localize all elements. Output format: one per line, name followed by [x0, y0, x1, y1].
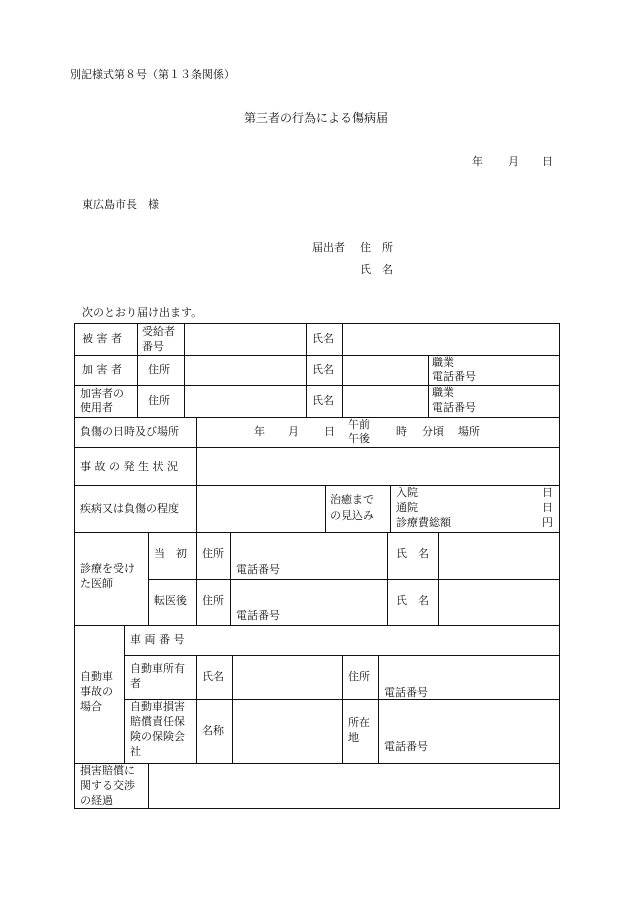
reporter-label: 届出者 — [312, 241, 345, 254]
insurer-phone-label: 電話番号 — [384, 740, 428, 753]
injury-minute-label: 分頃 — [422, 425, 444, 438]
victim-label: 被 害 者 — [82, 332, 122, 345]
injury-month-label: 月 — [288, 425, 299, 438]
negotiation-label-2: 関する交渉 — [80, 779, 135, 792]
recovery-estimate-label-2: の見込み — [330, 509, 374, 522]
perpetrator-address-label: 住所 — [148, 363, 170, 376]
employer-name-label: 氏名 — [312, 394, 334, 407]
date-year-label: 年 — [472, 155, 483, 168]
insurer-label-3: 険の保険会 — [130, 730, 185, 743]
vehicle-owner-name-label: 氏名 — [202, 670, 224, 683]
initial-doctor-label: 当 初 — [154, 547, 187, 560]
outpatient-label: 通院 — [396, 501, 418, 514]
total-cost-yen-unit: 円 — [542, 516, 553, 529]
injury-datetime-label: 負傷の日時及び場所 — [80, 425, 179, 438]
injury-am-label: 午前 — [348, 418, 370, 431]
vehicle-accident-label-1: 自動車 — [80, 670, 113, 683]
form-title: 第三者の行為による傷病届 — [244, 111, 389, 125]
vehicle-accident-label-3: 場合 — [80, 700, 102, 713]
employer-address-label: 住所 — [148, 394, 170, 407]
employer-phone-label: 電話番号 — [432, 401, 476, 414]
date-month-label: 月 — [508, 155, 519, 168]
insurer-location-label-1: 所在 — [348, 716, 370, 729]
transfer-doctor-address-label: 住所 — [202, 594, 224, 607]
injury-place-label: 場所 — [458, 425, 480, 438]
inpatient-label: 入院 — [396, 486, 418, 499]
inpatient-days-unit: 日 — [542, 486, 553, 499]
outpatient-days-unit: 日 — [542, 501, 553, 514]
injury-hour-label: 時 — [396, 425, 407, 438]
disease-degree-label: 疾病又は負傷の程度 — [80, 502, 179, 515]
reporter-address-label: 住 所 — [360, 241, 393, 254]
injury-pm-label: 午後 — [348, 432, 370, 445]
addressee: 東広島市長 様 — [82, 198, 159, 211]
employer-occupation-label: 職業 — [432, 386, 454, 399]
perpetrator-label: 加 害 者 — [82, 363, 122, 376]
transfer-doctor-phone-label: 電話番号 — [236, 609, 280, 622]
vehicle-owner-address-label: 住所 — [348, 670, 370, 683]
employer-label-2: 使用者 — [80, 401, 113, 414]
negotiation-label-1: 損害賠償に — [80, 764, 135, 777]
transfer-doctor-name-label: 氏 名 — [396, 594, 429, 607]
reporter-name-label: 氏 名 — [360, 263, 393, 276]
vehicle-owner-phone-label: 電話番号 — [384, 686, 428, 699]
insurer-label-2: 賠償責任保 — [130, 715, 185, 728]
vehicle-owner-label-1: 自動車所有 — [130, 662, 185, 675]
victim-name-label: 氏名 — [312, 332, 334, 345]
insurer-location-label-2: 地 — [348, 731, 359, 744]
doctor-label-1: 診療を受け — [80, 562, 135, 575]
date-day-label: 日 — [542, 155, 553, 168]
intro-text: 次のとおり届け出ます。 — [82, 306, 203, 319]
negotiation-label-3: の経過 — [80, 794, 113, 807]
total-cost-label: 診療費総額 — [396, 516, 451, 529]
vehicle-number-label: 車 両 番 号 — [130, 633, 185, 646]
perpetrator-phone-label: 電話番号 — [432, 370, 476, 383]
doctor-label-2: た医師 — [80, 577, 113, 590]
insurer-label-4: 社 — [130, 745, 141, 758]
transfer-doctor-label: 転医後 — [154, 594, 187, 607]
vehicle-owner-label-2: 者 — [130, 677, 141, 690]
initial-doctor-address-label: 住所 — [202, 547, 224, 560]
initial-doctor-phone-label: 電話番号 — [236, 563, 280, 576]
vehicle-accident-label-2: 事故の — [80, 685, 113, 698]
injury-day-label: 日 — [324, 425, 335, 438]
recipient-number-label-1: 受給者 — [142, 325, 175, 338]
accident-status-label: 事 故 の 発 生 状 況 — [80, 460, 178, 473]
employer-label-1: 加害者の — [80, 387, 124, 400]
injury-year-label: 年 — [254, 425, 265, 438]
initial-doctor-name-label: 氏 名 — [396, 547, 429, 560]
form-id: 別記様式第８号（第１３条関係） — [70, 68, 235, 81]
recipient-number-label-2: 番号 — [142, 340, 164, 353]
insurer-company-name-label: 名称 — [202, 724, 224, 737]
recovery-estimate-label-1: 治癒まで — [330, 493, 374, 506]
perpetrator-occupation-label: 職業 — [432, 356, 454, 369]
insurer-label-1: 自動車損害 — [130, 700, 185, 713]
perpetrator-name-label: 氏名 — [312, 363, 334, 376]
